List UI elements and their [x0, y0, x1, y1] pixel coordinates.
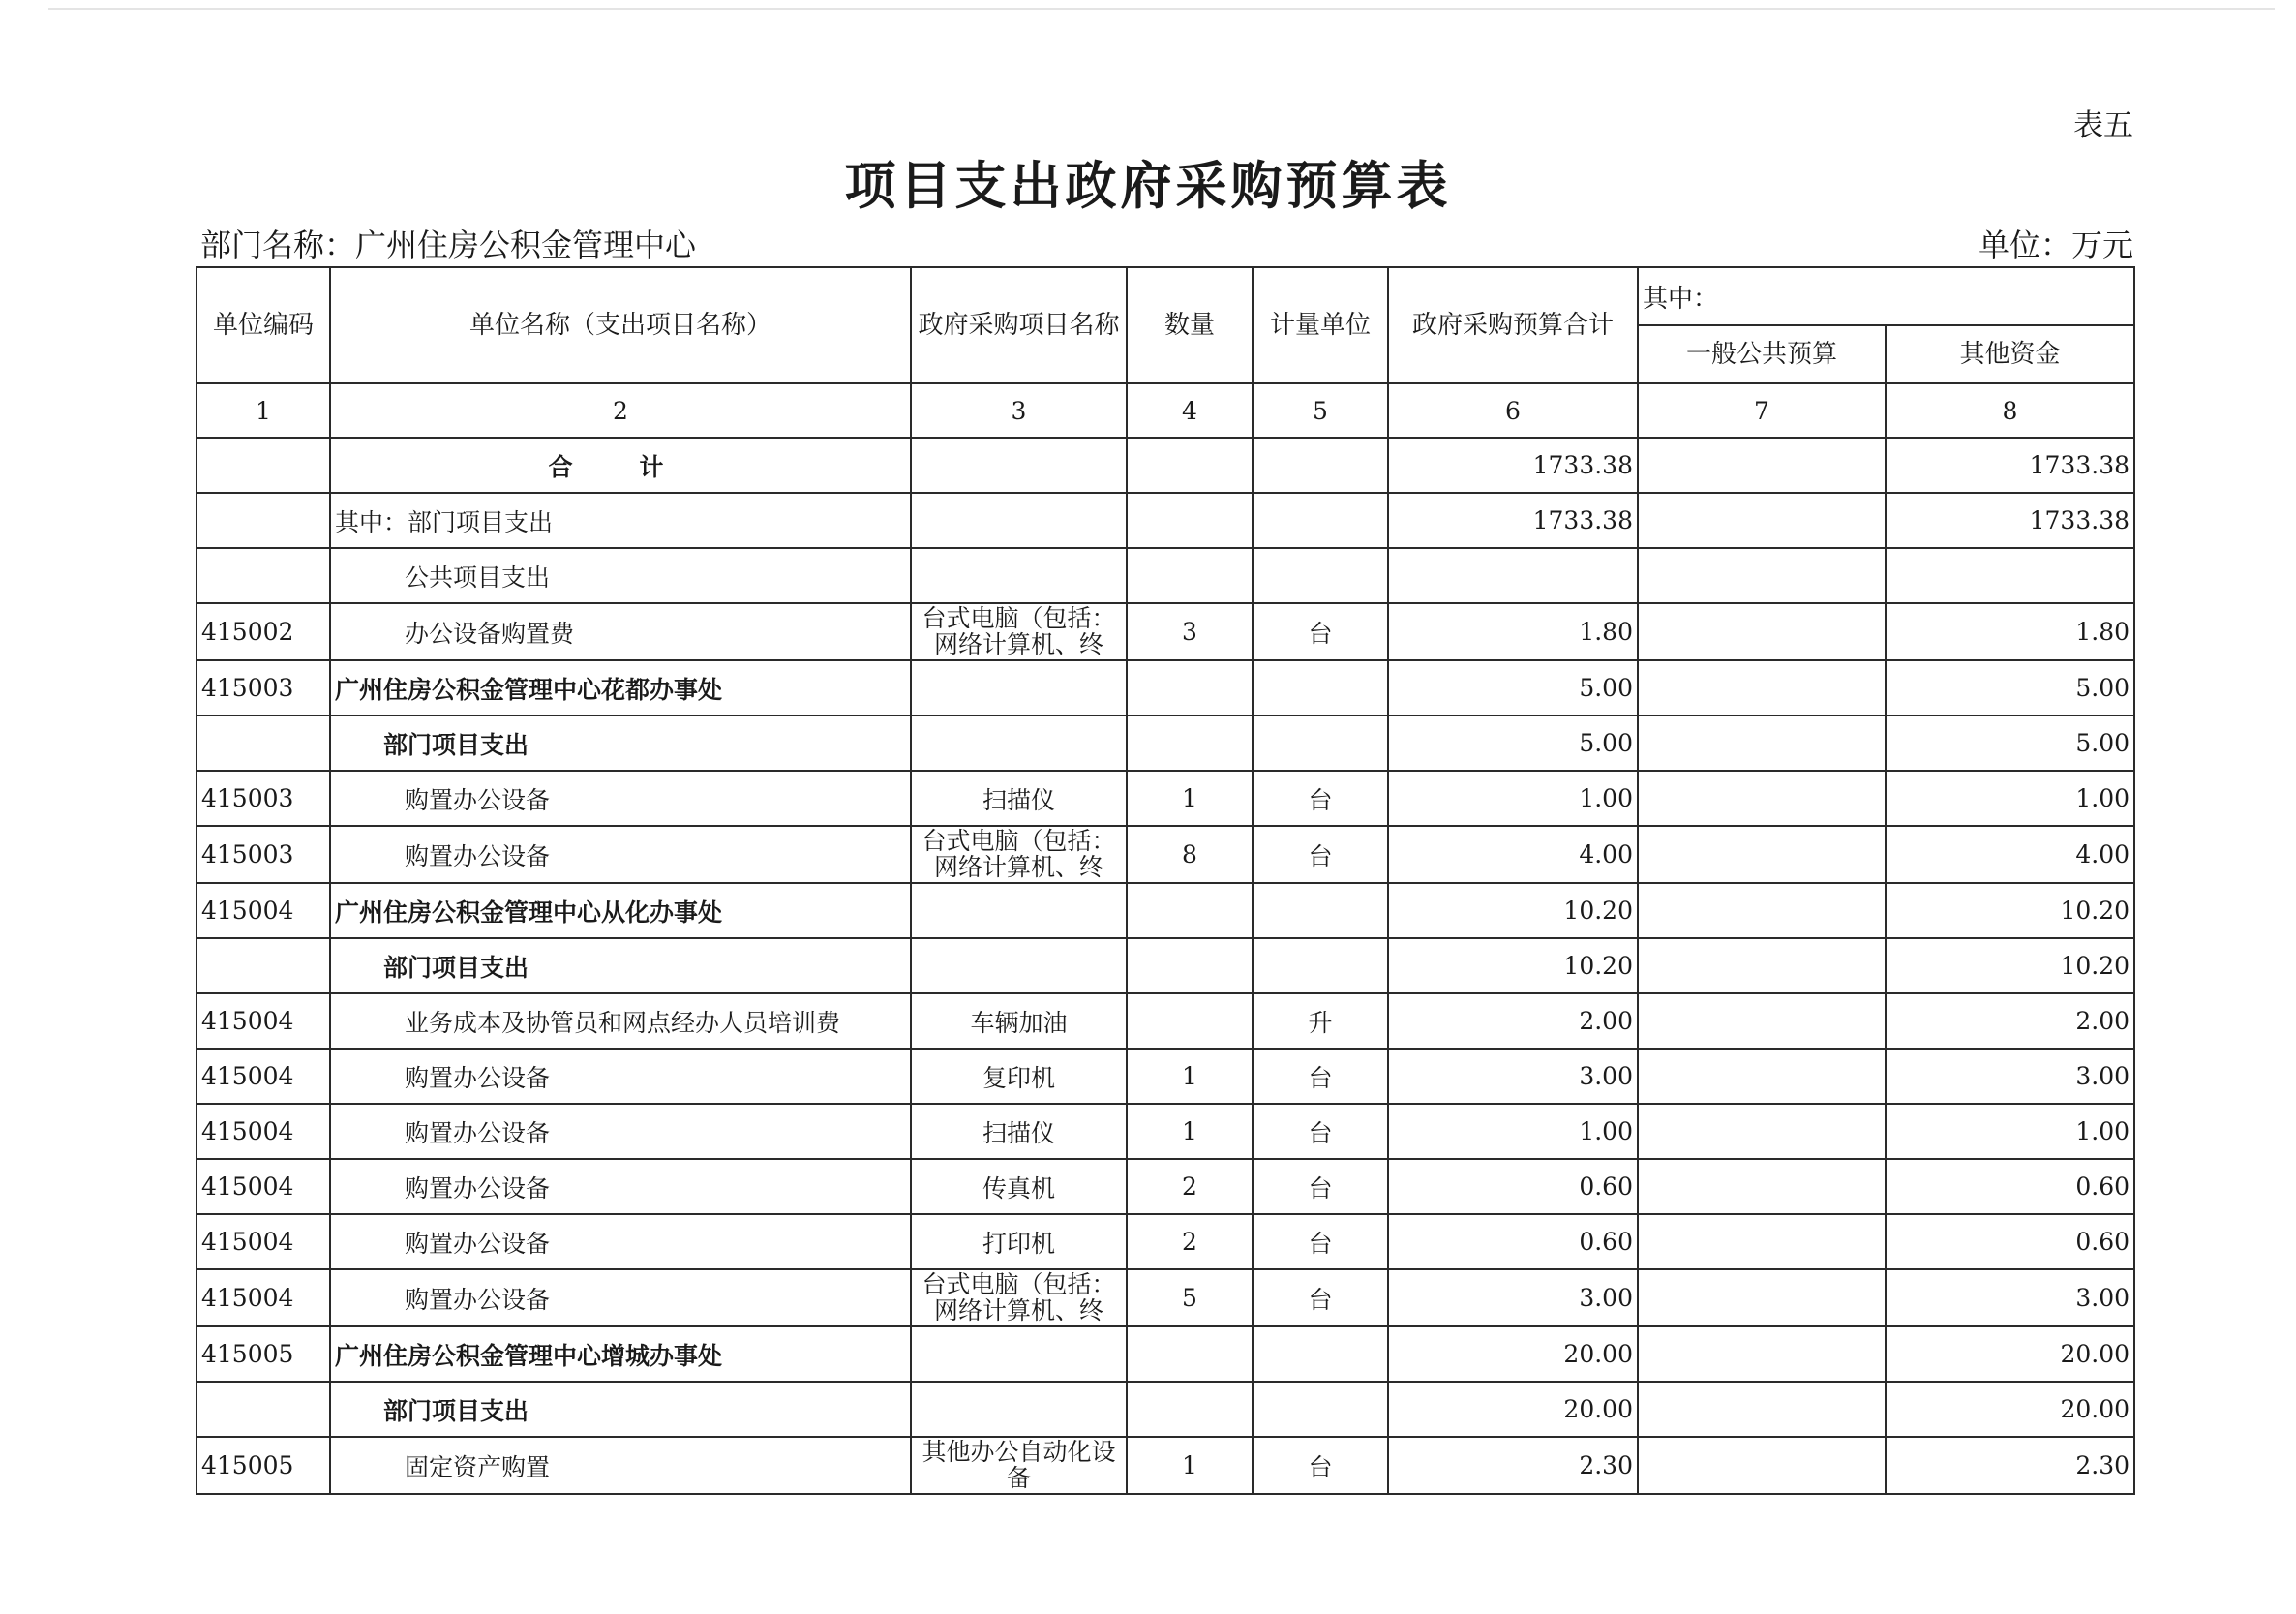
general-budget-cell	[1638, 1214, 1886, 1269]
col-header-general: 一般公共预算	[1638, 325, 1886, 383]
procurement-item-cell	[911, 1326, 1127, 1382]
budget-total-cell: 1.00	[1388, 1104, 1638, 1159]
other-funds-cell: 1.00	[1886, 1104, 2134, 1159]
budget-total-cell: 5.00	[1388, 660, 1638, 716]
measure-unit-cell: 台	[1253, 603, 1388, 660]
index-row	[196, 383, 2134, 438]
other-funds-cell: 3.00	[1886, 1269, 2134, 1326]
other-funds-cell: 4.00	[1886, 826, 2134, 883]
general-budget-cell	[1638, 716, 1886, 771]
other-funds-cell: 20.00	[1886, 1326, 2134, 1382]
table-row	[196, 716, 2134, 771]
unit-name-cell: 广州住房公积金管理中心增城办事处	[330, 1326, 911, 1382]
budget-table	[196, 266, 2135, 1495]
unit-code-cell: 415005	[196, 1437, 330, 1494]
measure-unit-cell: 台	[1253, 1049, 1388, 1104]
procurement-item-cell	[911, 493, 1127, 548]
procurement-item-text: 台式电脑（包括：网络计算机、终	[921, 828, 1116, 881]
quantity-cell	[1127, 716, 1253, 771]
measure-unit-cell	[1253, 1326, 1388, 1382]
general-budget-cell	[1638, 1049, 1886, 1104]
general-budget-cell	[1638, 1382, 1886, 1437]
table-row	[196, 993, 2134, 1049]
col-header-unit: 计量单位	[1253, 267, 1388, 383]
col-header-total: 政府采购预算合计	[1388, 267, 1638, 383]
unit-name-cell: 固定资产购置	[330, 1437, 911, 1494]
quantity-cell	[1127, 548, 1253, 603]
quantity-cell	[1127, 1326, 1253, 1382]
budget-total-cell: 3.00	[1388, 1049, 1638, 1104]
unit-name-cell: 广州住房公积金管理中心从化办事处	[330, 883, 911, 938]
other-funds-cell: 10.20	[1886, 938, 2134, 993]
budget-total-cell: 10.20	[1388, 938, 1638, 993]
budget-total-cell: 20.00	[1388, 1382, 1638, 1437]
quantity-cell: 2	[1127, 1214, 1253, 1269]
procurement-item-cell	[911, 1269, 1127, 1326]
other-funds-cell: 1.80	[1886, 603, 2134, 660]
budget-total-cell: 1.00	[1388, 771, 1638, 826]
unit-code-cell	[196, 938, 330, 993]
measure-unit-cell: 台	[1253, 826, 1388, 883]
currency-unit: 单位：万元	[1978, 227, 2133, 263]
quantity-cell	[1127, 938, 1253, 993]
unit-code-cell: 415004	[196, 1104, 330, 1159]
index-cell: 1	[196, 383, 330, 438]
quantity-cell	[1127, 1382, 1253, 1437]
other-funds-cell: 2.00	[1886, 993, 2134, 1049]
unit-name-cell: 业务成本及协管员和网点经办人员培训费	[330, 993, 911, 1049]
scan-edge-line	[48, 8, 2275, 10]
procurement-item-text: 台式电脑（包括：网络计算机、终	[921, 605, 1116, 658]
other-funds-cell: 5.00	[1886, 660, 2134, 716]
general-budget-cell	[1638, 493, 1886, 548]
procurement-item-text: 台式电脑（包括：网络计算机、终	[921, 1271, 1116, 1325]
measure-unit-cell: 台	[1253, 1437, 1388, 1494]
measure-unit-cell: 台	[1253, 1104, 1388, 1159]
unit-name-cell: 购置办公设备	[330, 1269, 911, 1326]
measure-unit-cell: 台	[1253, 1269, 1388, 1326]
unit-name-cell: 购置办公设备	[330, 1049, 911, 1104]
procurement-item-cell: 传真机	[911, 1159, 1127, 1214]
procurement-item-cell	[911, 438, 1127, 493]
measure-unit-cell: 台	[1253, 771, 1388, 826]
unit-name-cell: 购置办公设备	[330, 771, 911, 826]
unit-name-cell: 购置办公设备	[330, 1159, 911, 1214]
unit-code-cell	[196, 548, 330, 603]
unit-code-cell: 415004	[196, 1214, 330, 1269]
general-budget-cell	[1638, 438, 1886, 493]
procurement-item-cell	[911, 938, 1127, 993]
unit-name-cell: 部门项目支出	[330, 1382, 911, 1437]
general-budget-cell	[1638, 603, 1886, 660]
unit-name-cell: 购置办公设备	[330, 1104, 911, 1159]
unit-code-cell: 415004	[196, 1159, 330, 1214]
col-header-name: 单位名称（支出项目名称）	[330, 267, 911, 383]
unit-code-cell: 415004	[196, 993, 330, 1049]
measure-unit-cell: 台	[1253, 1214, 1388, 1269]
budget-total-cell: 2.00	[1388, 993, 1638, 1049]
table-row	[196, 1159, 2134, 1214]
procurement-item-cell	[911, 883, 1127, 938]
other-funds-cell: 3.00	[1886, 1049, 2134, 1104]
other-funds-cell: 1733.38	[1886, 493, 2134, 548]
unit-code-cell: 415003	[196, 826, 330, 883]
procurement-item-cell: 扫描仪	[911, 771, 1127, 826]
quantity-cell	[1127, 883, 1253, 938]
unit-name-cell: 广州住房公积金管理中心花都办事处	[330, 660, 911, 716]
other-funds-cell: 1733.38	[1886, 438, 2134, 493]
table-row	[196, 1269, 2134, 1326]
budget-total-cell: 4.00	[1388, 826, 1638, 883]
quantity-cell: 3	[1127, 603, 1253, 660]
general-budget-cell	[1638, 548, 1886, 603]
procurement-item-cell	[911, 603, 1127, 660]
general-budget-cell	[1638, 1104, 1886, 1159]
budget-total-cell: 1.80	[1388, 603, 1638, 660]
quantity-cell: 1	[1127, 1049, 1253, 1104]
index-cell: 2	[330, 383, 911, 438]
general-budget-cell	[1638, 1159, 1886, 1214]
procurement-item-cell	[911, 1437, 1127, 1494]
measure-unit-cell	[1253, 1382, 1388, 1437]
unit-code-cell: 415004	[196, 1269, 330, 1326]
other-funds-cell: 1.00	[1886, 771, 2134, 826]
general-budget-cell	[1638, 883, 1886, 938]
unit-name-cell: 部门项目支出	[330, 938, 911, 993]
table-row	[196, 438, 2134, 493]
quantity-cell: 1	[1127, 1104, 1253, 1159]
page-title: 项目支出政府采购预算表	[844, 156, 1452, 216]
other-funds-cell	[1886, 548, 2134, 603]
procurement-item-cell: 扫描仪	[911, 1104, 1127, 1159]
other-funds-cell: 2.30	[1886, 1437, 2134, 1494]
general-budget-cell	[1638, 993, 1886, 1049]
table-row	[196, 1214, 2134, 1269]
budget-total-cell: 10.20	[1388, 883, 1638, 938]
measure-unit-cell	[1253, 493, 1388, 548]
col-header-item: 政府采购项目名称	[911, 267, 1127, 383]
table-row	[196, 938, 2134, 993]
unit-name-cell: 部门项目支出	[330, 716, 911, 771]
other-funds-cell: 5.00	[1886, 716, 2134, 771]
department-name: 部门名称：广州住房公积金管理中心	[200, 227, 697, 263]
table-row	[196, 603, 2134, 660]
budget-total-cell	[1388, 548, 1638, 603]
general-budget-cell	[1638, 1269, 1886, 1326]
col-header-qty: 数量	[1127, 267, 1253, 383]
unit-code-cell: 415003	[196, 771, 330, 826]
budget-total-cell: 5.00	[1388, 716, 1638, 771]
quantity-cell	[1127, 660, 1253, 716]
index-cell: 6	[1388, 383, 1638, 438]
general-budget-cell	[1638, 771, 1886, 826]
procurement-item-text: 其他办公自动化设备	[921, 1439, 1116, 1492]
index-cell: 4	[1127, 383, 1253, 438]
procurement-item-cell	[911, 660, 1127, 716]
measure-unit-cell	[1253, 938, 1388, 993]
index-cell: 3	[911, 383, 1127, 438]
quantity-cell: 1	[1127, 771, 1253, 826]
other-funds-cell: 0.60	[1886, 1159, 2134, 1214]
unit-name-cell: 购置办公设备	[330, 1214, 911, 1269]
measure-unit-cell	[1253, 883, 1388, 938]
table-body	[196, 267, 2134, 1494]
budget-total-cell: 0.60	[1388, 1214, 1638, 1269]
other-funds-cell: 0.60	[1886, 1214, 2134, 1269]
unit-code-cell	[196, 1382, 330, 1437]
quantity-cell: 5	[1127, 1269, 1253, 1326]
index-cell: 8	[1886, 383, 2134, 438]
measure-unit-cell	[1253, 716, 1388, 771]
unit-code-cell: 415003	[196, 660, 330, 716]
measure-unit-cell	[1253, 438, 1388, 493]
budget-total-cell: 2.30	[1388, 1437, 1638, 1494]
procurement-item-cell: 打印机	[911, 1214, 1127, 1269]
table-row	[196, 1049, 2134, 1104]
quantity-cell	[1127, 438, 1253, 493]
unit-code-cell: 415004	[196, 883, 330, 938]
other-funds-cell: 20.00	[1886, 1382, 2134, 1437]
table-row	[196, 548, 2134, 603]
measure-unit-cell: 升	[1253, 993, 1388, 1049]
procurement-item-cell	[911, 826, 1127, 883]
col-header-other: 其他资金	[1886, 325, 2134, 383]
unit-code-cell	[196, 438, 330, 493]
unit-name-cell: 购置办公设备	[330, 826, 911, 883]
general-budget-cell	[1638, 1437, 1886, 1494]
unit-code-cell: 415002	[196, 603, 330, 660]
header-row-top	[196, 267, 2134, 325]
general-budget-cell	[1638, 938, 1886, 993]
general-budget-cell	[1638, 1326, 1886, 1382]
general-budget-cell	[1638, 660, 1886, 716]
procurement-item-cell: 车辆加油	[911, 993, 1127, 1049]
unit-name-cell: 公共项目支出	[330, 548, 911, 603]
table-row	[196, 1326, 2134, 1382]
procurement-item-cell	[911, 716, 1127, 771]
unit-code-cell: 415004	[196, 1049, 330, 1104]
unit-code-cell	[196, 716, 330, 771]
quantity-cell	[1127, 993, 1253, 1049]
general-budget-cell	[1638, 826, 1886, 883]
table-row	[196, 1382, 2134, 1437]
budget-total-cell: 1733.38	[1388, 438, 1638, 493]
table-row	[196, 493, 2134, 548]
quantity-cell: 2	[1127, 1159, 1253, 1214]
other-funds-cell: 10.20	[1886, 883, 2134, 938]
table-row	[196, 883, 2134, 938]
unit-name-cell: 办公设备购置费	[330, 603, 911, 660]
unit-code-cell	[196, 493, 330, 548]
index-cell: 5	[1253, 383, 1388, 438]
table-row	[196, 1437, 2134, 1494]
procurement-item-cell: 复印机	[911, 1049, 1127, 1104]
unit-code-cell: 415005	[196, 1326, 330, 1382]
table-row	[196, 771, 2134, 826]
measure-unit-cell	[1253, 660, 1388, 716]
budget-total-cell: 3.00	[1388, 1269, 1638, 1326]
col-header-code: 单位编码	[196, 267, 330, 383]
budget-total-cell: 0.60	[1388, 1159, 1638, 1214]
measure-unit-cell	[1253, 548, 1388, 603]
table-row	[196, 1104, 2134, 1159]
table-row	[196, 826, 2134, 883]
unit-name-cell: 其中：部门项目支出	[330, 493, 911, 548]
unit-name-cell: 合 计	[330, 438, 911, 493]
quantity-cell: 1	[1127, 1437, 1253, 1494]
measure-unit-cell: 台	[1253, 1159, 1388, 1214]
procurement-item-cell	[911, 1382, 1127, 1437]
index-cell: 7	[1638, 383, 1886, 438]
budget-total-cell: 20.00	[1388, 1326, 1638, 1382]
quantity-cell	[1127, 493, 1253, 548]
table-row	[196, 660, 2134, 716]
table-number: 表五	[2073, 108, 2133, 143]
quantity-cell: 8	[1127, 826, 1253, 883]
col-header-group: 其中：	[1638, 267, 2134, 325]
budget-total-cell: 1733.38	[1388, 493, 1638, 548]
procurement-item-cell	[911, 548, 1127, 603]
